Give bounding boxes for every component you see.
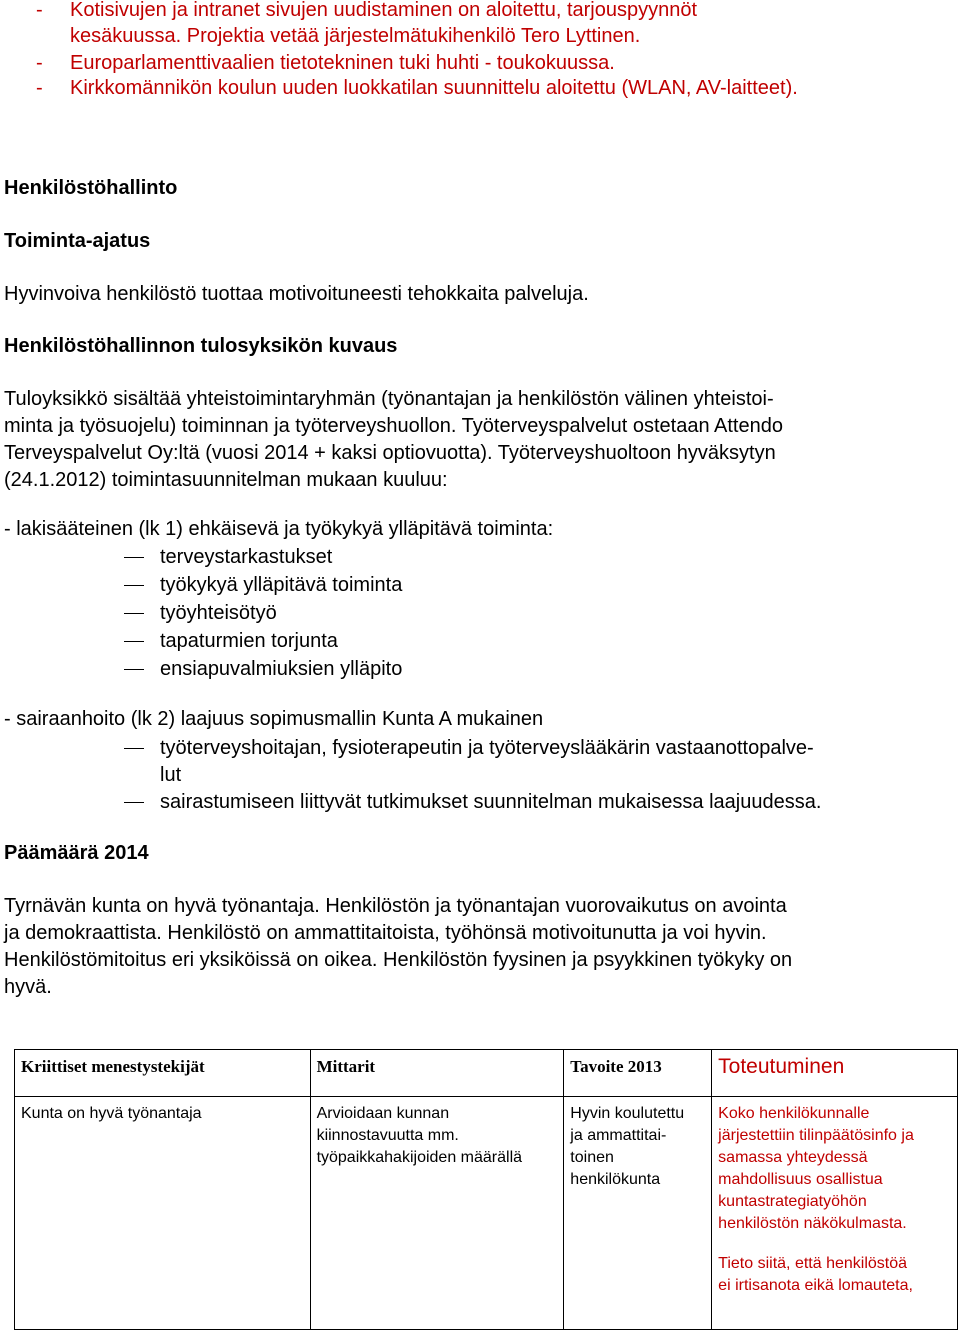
- lakisaateinen-item: [160, 628, 960, 655]
- kuvaus-line: Terveyspalvelut Oy:ltä (vuosi 2014 + kaksi optiovuotta). Työterveyshuoltoon hyväksytyn: [4, 442, 776, 464]
- paamaara-line: hyvä.: [4, 976, 52, 998]
- top-list-item-3: [0, 75, 960, 101]
- item-text: työyhteisötyö: [160, 602, 277, 624]
- cell-line: ja ammattitai-: [570, 1127, 667, 1144]
- cell-line: mahdollisuus osallistua: [718, 1171, 883, 1188]
- cell-line: järjestettiin tilinpäätösinfo ja: [718, 1127, 914, 1144]
- cell-mittarit: [310, 1097, 564, 1330]
- header-mittarit: Mittarit: [310, 1050, 564, 1097]
- kuvaus-line: minta ja työsuojelu) toiminnan ja työterveyshuollon. Työterveyspalvelut ostetaan Attendo: [4, 415, 783, 437]
- list-item-text: Europarlamenttivaalien tietotekninen tuki huhti - toukokuussa.: [70, 52, 615, 74]
- list-dash-marker: -: [36, 77, 43, 99]
- item-text: sairastumiseen liittyvät tutkimukset suunnitelman mukaisessa laajuudessa.: [160, 791, 822, 813]
- item-text: ensiapuvalmiuksien ylläpito: [160, 658, 403, 680]
- section-title: Henkilöstöhallinto: [4, 177, 178, 199]
- top-list-item-2: [0, 50, 960, 76]
- list-item-text-cont: kesäkuussa. Projektia vetää järjestelmätukihenkilö Tero Lyttinen.: [70, 25, 641, 47]
- kuvaus-paragraph: [4, 386, 954, 494]
- toiminta-text: Hyvinvoiva henkilöstö tuottaa motivoituneesti tehokkaita palveluja.: [4, 283, 589, 305]
- cell-line: kiinnostavuutta mm.: [316, 1127, 459, 1144]
- lakisaateinen-item: [160, 656, 960, 683]
- item-text: työkykyä ylläpitävä toiminta: [160, 574, 403, 596]
- lakisaateinen-item: [160, 600, 960, 627]
- cell-line: ei irtisanota eikä lomauteta,: [718, 1277, 913, 1294]
- cell-line: Koko henkilökunnalle: [718, 1105, 870, 1122]
- cell-kriittiset: [15, 1097, 311, 1330]
- toiminta-title: Toiminta-ajatus: [4, 230, 151, 252]
- top-list-item-1: [0, 0, 960, 49]
- kuvaus-title: Henkilöstöhallinnon tulosyksikön kuvaus: [4, 335, 398, 357]
- item-text: työterveyshoitajan, fysioterapeutin ja työterveyslääkärin vastaanottopalve-: [160, 737, 814, 759]
- lakisaateinen-title: - lakisääteinen (lk 1) ehkäisevä ja työkykyä ylläpitävä toiminta:: [4, 518, 554, 540]
- cell-line: henkilökunta: [570, 1171, 661, 1188]
- sairaanhoito-item: [160, 735, 960, 789]
- kuvaus-line: Tuloyksikkö sisältää yhteistoimintaryhmän (työnantajan ja henkilöstön välinen yhteistoi-: [4, 388, 774, 410]
- header-tavoite: Tavoite 2013: [564, 1050, 712, 1097]
- cell-line: Arvioidaan kunnan: [316, 1105, 450, 1122]
- table-header-row: [15, 1050, 958, 1097]
- item-text-cont: lut: [160, 764, 182, 786]
- list-item-text: Kotisivujen ja intranet sivujen uudistaminen on aloitettu, tarjouspyynnöt: [70, 0, 698, 21]
- cell-line: kuntastrategiatyöhön: [718, 1193, 867, 1210]
- cell-toteutuminen: [712, 1097, 958, 1330]
- cell-line: työpaikkahakijoiden määrällä: [316, 1149, 523, 1166]
- header-toteutuminen: Toteutuminen: [712, 1050, 958, 1097]
- cell-line: toinen: [570, 1149, 614, 1166]
- cell-line: samassa yhteydessä: [718, 1149, 868, 1166]
- paamaara-line: Henkilöstömitoitus eri yksiköissä on oikea. Henkilöstön fyysinen ja psyykkinen työkyky on: [4, 949, 793, 971]
- lakisaateinen-item: [160, 572, 960, 599]
- list-dash-marker: -: [36, 52, 43, 74]
- cell-line: Tieto siitä, että henkilöstöä: [718, 1255, 908, 1272]
- cell-tavoite: [564, 1097, 712, 1330]
- goals-table: [14, 1049, 958, 1330]
- cell-line: henkilöstön näkökulmasta.: [718, 1215, 907, 1232]
- sairaanhoito-item: [160, 789, 960, 816]
- paamaara-line: Tyrnävän kunta on hyvä työnantaja. Henkilöstön ja työnantajan vuorovaikutus on avointa: [4, 895, 787, 917]
- list-dash-marker: -: [36, 0, 43, 21]
- kuvaus-line: (24.1.2012) toimintasuunnitelman mukaan kuuluu:: [4, 469, 448, 491]
- sairaanhoito-title: - sairaanhoito (lk 2) laajuus sopimusmallin Kunta A mukainen: [4, 708, 544, 730]
- header-kriittiset: Kriittiset menestystekijät: [15, 1050, 311, 1097]
- paamaara-line: ja demokraattista. Henkilöstö on ammattitaitoista, työhönsä motivoitunutta ja voi hyvin.: [4, 922, 767, 944]
- item-text: terveystarkastukset: [160, 546, 333, 568]
- paamaara-title: Päämäärä 2014: [4, 842, 149, 864]
- table-row: [15, 1097, 958, 1330]
- cell-text: Kunta on hyvä työnantaja: [21, 1105, 202, 1122]
- list-item-text: Kirkkomännikön koulun uuden luokkatilan suunnittelu aloitettu (WLAN, AV-laitteet).: [70, 77, 798, 99]
- paamaara-paragraph: [4, 893, 954, 1001]
- lakisaateinen-item: [160, 544, 960, 571]
- cell-line: Hyvin koulutettu: [570, 1105, 685, 1122]
- item-text: tapaturmien torjunta: [160, 630, 338, 652]
